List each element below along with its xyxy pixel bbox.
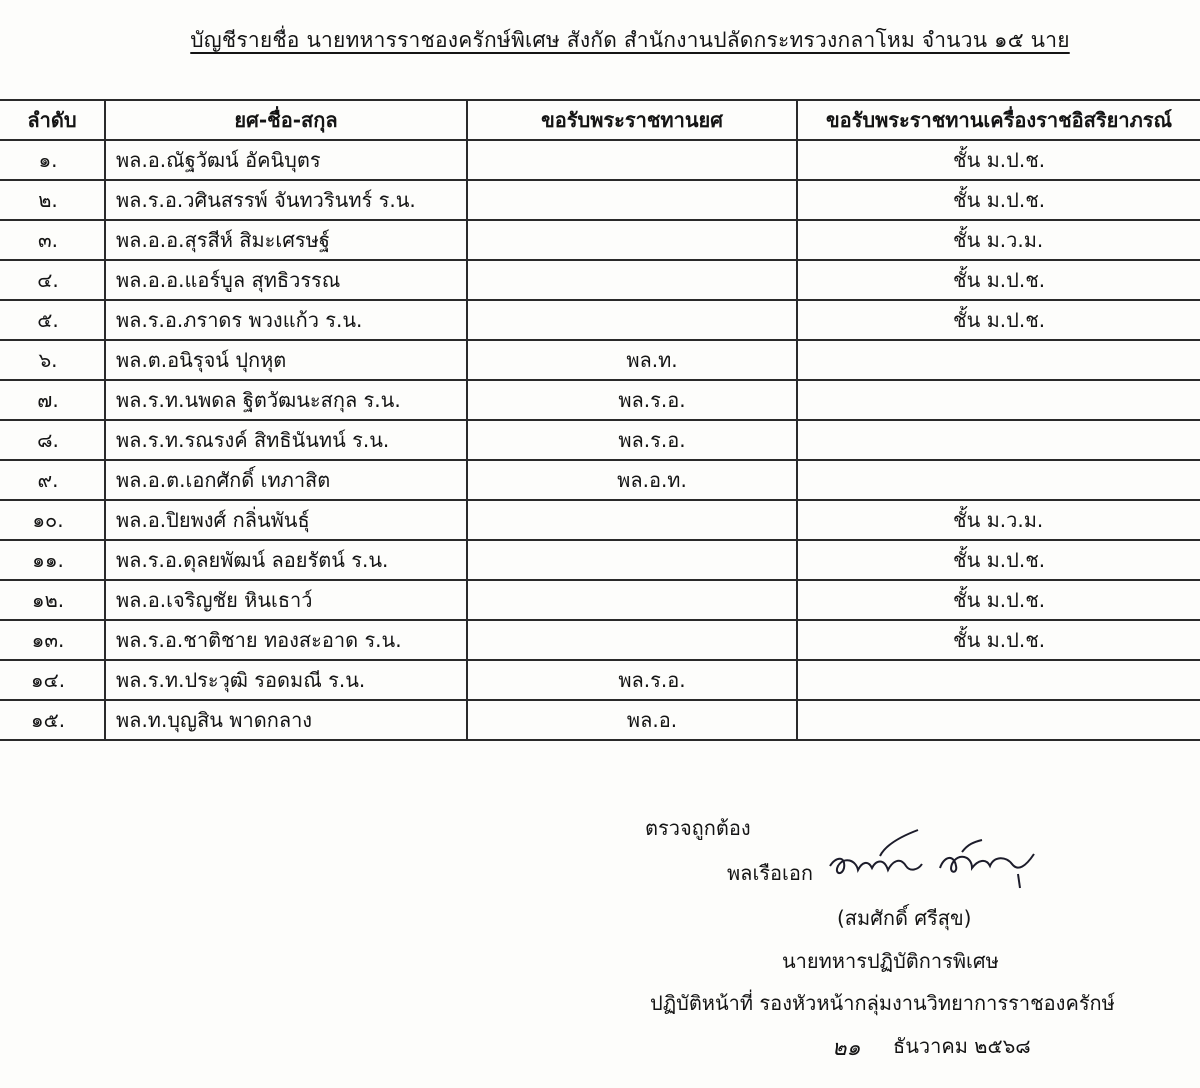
table-row <box>0 180 1200 220</box>
row-name-cell: พล.ร.ท.รณรงค์ สิทธินันทน์ ร.น. <box>105 420 467 460</box>
row-decoration-cell: ชั้น ม.ป.ช. <box>797 540 1200 580</box>
row-decoration-cell <box>797 660 1200 700</box>
row-name-cell: พล.ร.อ.ดุลยพัฒน์ ลอยรัตน์ ร.น. <box>105 540 467 580</box>
table-row <box>0 140 1200 180</box>
signer-position: นายทหารปฏิบัติการพิเศษ <box>782 949 999 973</box>
row-decoration-cell: ชั้น ม.ป.ช. <box>797 580 1200 620</box>
row-order-cell: ๑๐. <box>0 500 105 540</box>
row-name-cell: พล.อ.ต.เอกศักดิ์ เทภาสิต <box>105 460 467 500</box>
row-name-cell: พล.อ.ณัฐวัฒน์ อัคนิบุตร <box>105 140 467 180</box>
roster-body <box>0 140 1200 740</box>
row-decoration-cell <box>797 460 1200 500</box>
row-rank-cell <box>467 300 797 340</box>
row-rank-cell <box>467 180 797 220</box>
row-rank-cell <box>467 620 797 660</box>
table-header-row <box>0 100 1200 140</box>
row-rank-cell: พล.อ. <box>467 700 797 740</box>
table-row <box>0 700 1200 740</box>
table-row <box>0 420 1200 460</box>
row-rank-cell: พล.อ.ท. <box>467 460 797 500</box>
row-order-cell: ๑๕. <box>0 700 105 740</box>
row-name-cell: พล.ร.อ.ชาติชาย ทองสะอาด ร.น. <box>105 620 467 660</box>
table-row <box>0 380 1200 420</box>
certified-label: ตรวจถูกต้อง <box>645 816 751 840</box>
header-rank-request: ขอรับพระราชทานยศ <box>467 100 797 140</box>
row-name-cell: พล.อ.ปิยพงศ์ กลิ่นพันธุ์ <box>105 500 467 540</box>
row-decoration-cell: ชั้น ม.ว.ม. <box>797 500 1200 540</box>
row-order-cell: ๘. <box>0 420 105 460</box>
row-order-cell: ๑๑. <box>0 540 105 580</box>
table-row <box>0 220 1200 260</box>
row-rank-cell <box>467 580 797 620</box>
row-name-cell: พล.อ.อ.สุรสีห์ สิมะเศรษฐ์ <box>105 220 467 260</box>
row-order-cell: ๖. <box>0 340 105 380</box>
row-rank-cell: พล.ร.อ. <box>467 420 797 460</box>
row-decoration-cell: ชั้น ม.ป.ช. <box>797 260 1200 300</box>
row-rank-cell: พล.ท. <box>467 340 797 380</box>
row-decoration-cell: ชั้น ม.ป.ช. <box>797 300 1200 340</box>
row-name-cell: พล.อ.อ.แอร์บูล สุทธิวรรณ <box>105 260 467 300</box>
roster-table <box>0 99 1200 741</box>
row-decoration-cell: ชั้น ม.ป.ช. <box>797 140 1200 180</box>
row-name-cell: พล.ท.บุญสิน พาดกลาง <box>105 700 467 740</box>
row-order-cell: ๑๒. <box>0 580 105 620</box>
table-row <box>0 580 1200 620</box>
table-row <box>0 620 1200 660</box>
signer-rank: พลเรือเอก <box>727 861 813 885</box>
row-rank-cell <box>467 540 797 580</box>
table-row <box>0 300 1200 340</box>
header-rank-name: ยศ-ชื่อ-สกุล <box>105 100 467 140</box>
date-month-year: ธันวาคม ๒๕๖๘ <box>893 1034 1031 1058</box>
table-row <box>0 500 1200 540</box>
row-name-cell: พล.ร.อ.ภราดร พวงแก้ว ร.น. <box>105 300 467 340</box>
row-name-cell: พล.ร.ท.นพดล ฐิตวัฒนะสกุล ร.น. <box>105 380 467 420</box>
row-order-cell: ๙. <box>0 460 105 500</box>
row-order-cell: ๕. <box>0 300 105 340</box>
row-decoration-cell: ชั้น ม.ป.ช. <box>797 180 1200 220</box>
row-name-cell: พล.อ.เจริญชัย หินเธาว์ <box>105 580 467 620</box>
acting-position: ปฏิบัติหน้าที่ รองหัวหน้ากลุ่มงานวิทยาการราชองครักษ์ <box>650 991 1115 1015</box>
row-decoration-cell <box>797 340 1200 380</box>
table-row <box>0 340 1200 380</box>
row-decoration-cell: ชั้น ม.ป.ช. <box>797 620 1200 660</box>
row-rank-cell <box>467 500 797 540</box>
row-rank-cell: พล.ร.อ. <box>467 380 797 420</box>
row-order-cell: ๑๔. <box>0 660 105 700</box>
row-rank-cell: พล.ร.อ. <box>467 660 797 700</box>
date-day: ๒๑ <box>832 1036 861 1061</box>
table-row <box>0 460 1200 500</box>
row-rank-cell <box>467 140 797 180</box>
row-order-cell: ๑๓. <box>0 620 105 660</box>
row-order-cell: ๓. <box>0 220 105 260</box>
row-order-cell: ๑. <box>0 140 105 180</box>
row-decoration-cell <box>797 700 1200 740</box>
row-rank-cell <box>467 220 797 260</box>
row-decoration-cell: ชั้น ม.ว.ม. <box>797 220 1200 260</box>
table-row <box>0 540 1200 580</box>
table-row <box>0 660 1200 700</box>
row-decoration-cell <box>797 380 1200 420</box>
row-order-cell: ๗. <box>0 380 105 420</box>
row-name-cell: พล.ร.อ.วศินสรรพ์ จันทวรินทร์ ร.น. <box>105 180 467 220</box>
row-name-cell: พล.ต.อนิรุจน์ ปุกหุต <box>105 340 467 380</box>
header-decoration-request: ขอรับพระราชทานเครื่องราชอิสริยาภรณ์ <box>797 100 1200 140</box>
table-row <box>0 260 1200 300</box>
row-name-cell: พล.ร.ท.ประวุฒิ รอดมณี ร.น. <box>105 660 467 700</box>
row-decoration-cell <box>797 420 1200 460</box>
row-rank-cell <box>467 260 797 300</box>
header-order: ลำดับ <box>0 100 105 140</box>
signer-name: (สมศักดิ์ ศรีสุข) <box>837 906 972 930</box>
document-title: บัญชีรายชื่อ นายทหารราชองครักษ์พิเศษ สังกัด สำนักงานปลัดกระทรวงกลาโหม จำนวน ๑๕ นาย <box>190 28 1070 52</box>
row-order-cell: ๒. <box>0 180 105 220</box>
row-order-cell: ๔. <box>0 260 105 300</box>
handwritten-signature <box>822 826 1042 896</box>
